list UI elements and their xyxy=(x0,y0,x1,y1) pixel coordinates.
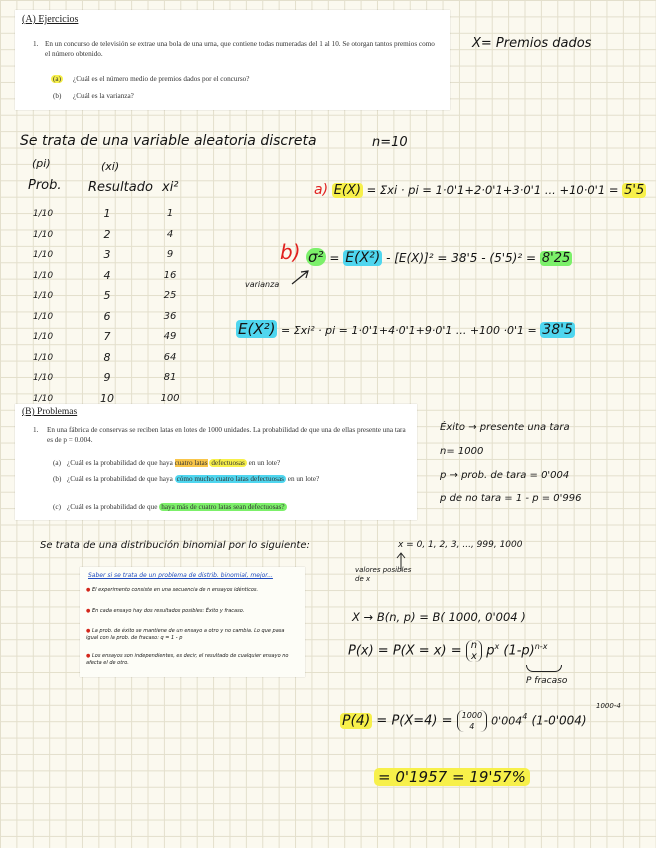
result-cell: 2 xyxy=(103,227,111,241)
prob-cell: 1/10 xyxy=(32,311,54,322)
square-column xyxy=(155,204,185,409)
pmf-p-exp: x xyxy=(494,642,500,652)
question-c-label: (c) xyxy=(53,503,61,511)
reason-4: Los ensayos son independientes, es decir, el resultado de cualquier ensayo no afecta el de otro. xyxy=(86,653,289,666)
ex2-line xyxy=(236,320,575,338)
p4-base: 0'004 xyxy=(491,714,523,728)
part-a-line xyxy=(314,182,646,198)
prob-cell: 1/10 xyxy=(32,393,54,404)
section-a-title: (A) Ejercicios xyxy=(22,14,79,25)
variance-expression: - [E(X)]² = 38'5 - (5'5)² = xyxy=(386,251,537,265)
result-cell: 10 xyxy=(100,391,114,405)
ex2-term: E(X²) xyxy=(345,250,381,266)
question-text: En una fábrica de conservas se reciben latas en lotes de 1000 unidades. La probabilidad de que una de ellas presente una tara es de p = 0.004. xyxy=(47,426,406,444)
part-a-label: a) xyxy=(314,182,329,198)
result-cell: 8 xyxy=(103,350,111,364)
part-b-label: b) xyxy=(280,240,301,264)
ex2-result: 38'5 xyxy=(542,322,573,338)
result-cell: 1 xyxy=(103,207,111,220)
p4-q: (1-0'004) xyxy=(531,713,587,728)
n-label: n=10 xyxy=(372,135,408,150)
reason-item: ● El experimento consiste en una secuencia de n ensayos idénticos. xyxy=(86,587,259,593)
pmf-line xyxy=(348,640,547,662)
question-text: En un concurso de televisión se extrae una bola de una urna, que contiene todas numeradas del 1 al 10. Se otorgan tantos premios como el número obtenido. xyxy=(45,40,435,58)
fracaso-brace xyxy=(526,665,562,672)
sigma-squared: σ² xyxy=(308,248,324,266)
reason-3: La prob. de éxito se mantiene de un ensayo a otro y no cambia. Lo que pasa igual con la prob. de fracaso: q = 1 - p xyxy=(86,628,285,641)
p4-base-exp: 4 xyxy=(522,712,528,722)
square-cell: 49 xyxy=(163,331,177,342)
prob-cell: 1/10 xyxy=(32,250,54,260)
variance-result: 8'25 xyxy=(541,251,571,266)
p4-line xyxy=(340,710,587,732)
prob-cell: 1/10 xyxy=(32,291,54,301)
pmf-binom-bot: x xyxy=(470,651,477,662)
prob-cell: 1/10 xyxy=(32,352,54,363)
square-cell: 100 xyxy=(160,392,180,404)
question-b-label: (b) xyxy=(53,475,62,483)
square-cell: 16 xyxy=(163,269,177,281)
question-a-label: (a) xyxy=(53,459,61,467)
question-number: 1. xyxy=(33,426,39,434)
square-cell: 1 xyxy=(166,208,174,219)
fracaso-note: P fracaso xyxy=(526,676,568,686)
prob-cell: 1/10 xyxy=(32,270,54,281)
table-header-xi: (xi) xyxy=(101,160,120,173)
reason-item: ● En cada ensayo hay dos resultados posibles: Éxito y fracaso. xyxy=(86,608,245,614)
result-cell: 4 xyxy=(103,268,111,282)
pmf-p: p xyxy=(486,643,495,659)
binomial-definition: X → B(n, p) = B( 1000, 0'004 ) xyxy=(352,610,526,624)
question-c-text xyxy=(67,503,412,513)
discrete-variable-heading: Se trata de una variable aleatoria discreta xyxy=(20,133,317,149)
question-a-label xyxy=(51,75,63,85)
highlight-more-than-four: haya más de cuatro latas sean defectuosas? xyxy=(161,503,285,511)
n-note: n= 1000 xyxy=(440,446,484,457)
expectation-expression: = Σxi · pi = 1·0'1+2·0'1+3·0'1 ... +10·0'1 = xyxy=(366,183,619,197)
varianza-arrow xyxy=(290,268,312,286)
pmf-q-exp: n-x xyxy=(534,642,548,652)
prob-cell: 1/10 xyxy=(32,332,54,342)
square-cell: 36 xyxy=(163,310,177,322)
ex2-lhs: E(X²) xyxy=(238,320,276,338)
q-note: p de no tara = 1 - p = 0'996 xyxy=(440,493,582,504)
expectation-lhs: E(X) xyxy=(333,183,361,198)
binomial-heading: Se trata de una distribución binomial por lo siguiente: xyxy=(40,540,310,551)
question-b-text xyxy=(67,475,412,485)
pmf-binom xyxy=(466,640,482,662)
prob-cell: 1/10 xyxy=(32,229,54,240)
square-cell: 9 xyxy=(166,249,174,260)
reason-1: El experimento consiste en una secuencia de n ensayos idénticos. xyxy=(91,587,259,593)
table-header-resultado: Resultado xyxy=(88,180,153,195)
question-a-text: ¿Cuál es el número medio de premios dados por el concurso? xyxy=(73,75,250,83)
values-range: x = 0, 1, 2, 3, ..., 999, 1000 xyxy=(398,540,523,550)
p4-eq: = P(X=4) = xyxy=(376,713,453,729)
varianza-note: varianza xyxy=(245,280,280,289)
question-b-pre: ¿Cuál es la probabilidad de que haya xyxy=(67,475,173,483)
pmf-lhs: P(x) = P(X = x) = xyxy=(348,643,462,659)
section-a-card xyxy=(15,10,450,110)
result-cell: 9 xyxy=(103,371,111,384)
reason-2: En cada ensayo hay dos resultados posibles: Éxito y fracaso. xyxy=(91,608,245,614)
final-result: = 0'1957 = 19'57% xyxy=(374,768,530,786)
expectation-result: 5'5 xyxy=(624,183,645,198)
p-note: p → prob. de tara = 0'004 xyxy=(440,470,570,481)
values-possible-note: valores posibles de x xyxy=(355,566,412,583)
variance-line xyxy=(306,248,572,266)
table-header-prob: Prob. xyxy=(28,178,62,193)
p4-binom-bot: 4 xyxy=(469,722,475,731)
prob-cell: 1/10 xyxy=(32,209,54,219)
square-cell: 25 xyxy=(163,290,177,301)
reason-item: ● Los ensayos son independientes, es decir, el resultado de cualquier ensayo no afecta el de otro. xyxy=(86,653,289,666)
p4-binom xyxy=(457,710,487,732)
square-cell: 81 xyxy=(163,372,177,383)
reason-item: ● La prob. de éxito se mantiene de un ensayo a otro y no cambia. Lo que pasa igual con la prob. de fracaso: q = 1 - p xyxy=(86,628,285,641)
reasons-title: Saber si se trata de un problema de distrib. binomial, mejor... xyxy=(88,572,273,579)
p4-binom-top: 1000 xyxy=(461,711,483,720)
p4-q-exp: 1000-4 xyxy=(596,702,621,710)
prob-column xyxy=(26,204,60,409)
highlight-four-cans: cuatro latas xyxy=(174,459,208,467)
result-cell: 5 xyxy=(103,289,111,302)
square-cell: 4 xyxy=(166,228,174,240)
question-c-pre: ¿Cuál es la probabilidad de que xyxy=(67,503,158,511)
square-cell: 64 xyxy=(163,351,177,363)
table-header-xi2: xi² xyxy=(162,180,179,195)
variance-equals: = xyxy=(329,251,340,265)
success-note: Éxito → presente una tara xyxy=(440,422,570,433)
question-number: 1. xyxy=(33,40,39,48)
highlight-defective: defectuosas xyxy=(211,459,245,467)
pmf-binom-top: n xyxy=(470,640,478,651)
question-b-label: (b) xyxy=(53,92,62,100)
result-cell: 6 xyxy=(103,309,111,323)
question-a-pre: ¿Cuál es la probabilidad de que haya xyxy=(67,459,173,467)
result-cell: 3 xyxy=(103,248,111,261)
prob-cell: 1/10 xyxy=(32,373,54,383)
result-cell: 7 xyxy=(103,330,111,343)
pmf-q: (1-p) xyxy=(503,643,535,659)
section-b-title: (B) Problemas xyxy=(22,407,78,417)
highlight-at-most-four: cómo mucho cuatro latas defectuosas xyxy=(176,475,284,483)
question-a-label-text: (a) xyxy=(53,75,61,83)
note-x-premios: X= Premios dados xyxy=(472,36,592,51)
table-header-pi: (pi) xyxy=(32,157,51,170)
ex2-expression: = Σxi² · pi = 1·0'1+4·0'1+9·0'1 ... +100 ·0'1 = xyxy=(280,324,537,337)
result-column xyxy=(92,204,122,409)
p4-lhs: P(4) xyxy=(342,712,371,729)
question-b-post: en un lote? xyxy=(287,475,320,483)
binomial-reasons-card xyxy=(80,567,305,677)
question-a-text xyxy=(67,459,412,469)
question-a-post: en un lote? xyxy=(248,459,281,467)
question-b-text: ¿Cuál es la varianza? xyxy=(73,92,134,100)
section-b-card xyxy=(15,404,417,520)
